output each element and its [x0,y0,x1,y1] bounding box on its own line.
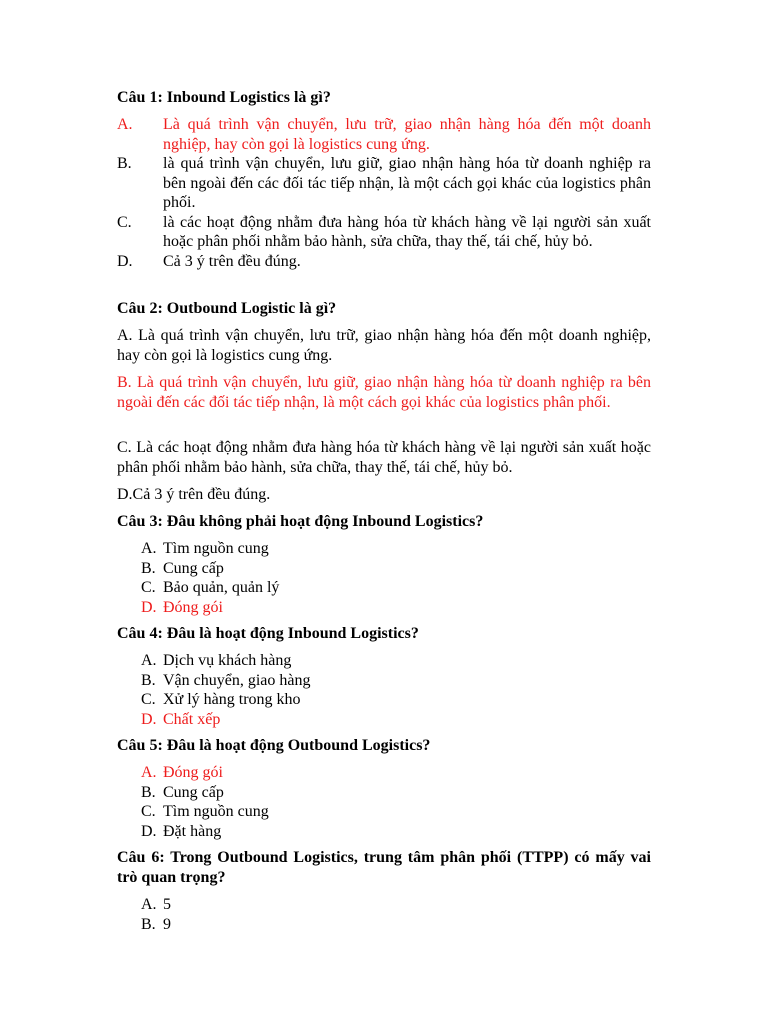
option-letter: C. [141,691,156,708]
option-letter: A. [117,116,133,133]
option-text: Là quá trình vận chuyển, lưu trữ, giao nhận hàng hóa đến một doanh nghiệp, hay còn gọi là logistics cung ứng. [163,116,651,153]
option-text: Đóng gói [163,764,223,781]
option-text: là quá trình vận chuyển, lưu giữ, giao nhận hàng hóa từ doanh nghiệp ra bên ngoài đến các đối tác tiếp nhận, là một cách gọi khác của logistics phân phối. [163,155,651,211]
option-text: Tìm nguồn cung [163,803,269,820]
option-letter: D. [141,822,157,840]
q4-option-c [117,690,651,710]
option-text: Dịch vụ khách hàng [163,652,292,669]
option-text: Đóng gói [163,598,223,616]
option-letter: B. [141,671,156,689]
q4-option-a [117,651,651,671]
option-letter: D. [141,598,157,616]
q3-option-d [117,598,651,618]
q2-option-a: A. Là quá trình vận chuyển, lưu trữ, giao nhận hàng hóa đến một doanh nghiệp, hay còn gọi là logistics cung ứng. [117,327,651,364]
option-text: Cả 3 ý trên đều đúng. [163,252,301,270]
option-text: Cung cấp [163,783,224,801]
question-3-options [117,539,651,617]
question-3: Câu 3: Đâu không phải hoạt động Inbound Logistics? [117,513,484,530]
q2-option-d: D.Cả 3 ý trên đều đúng. [117,486,271,503]
q6-option-a [117,895,651,915]
question-4-options [117,651,651,729]
option-letter: B. [117,155,132,172]
option-text: Bảo quản, quản lý [163,579,280,596]
option-letter: B. [141,915,156,933]
option-text: Vận chuyển, giao hàng [163,671,311,689]
option-letter: B. [141,559,156,577]
q3-option-b [117,559,651,579]
option-text: Cung cấp [163,559,224,577]
option-text: Tìm nguồn cung [163,540,269,557]
q6-option-b [117,915,651,935]
question-1-options [117,115,651,271]
q2-option-c: C. Là các hoạt động nhằm đưa hàng hóa từ khách hàng về lại người sản xuất hoặc phân phối nhằm bảo hành, sửa chữa, thay thế, tái chế, hủy bỏ. [117,439,651,476]
q5-option-d [117,822,651,842]
option-letter: C. [141,579,156,596]
option-letter: D. [141,710,157,728]
option-text: 9 [163,915,171,933]
question-5: Câu 5: Đâu là hoạt động Outbound Logistics? [117,737,431,754]
question-6-options [117,895,651,934]
option-text: 5 [163,896,171,913]
option-letter: D. [117,252,133,270]
q1-option-a [117,115,651,154]
option-text: Đặt hàng [163,822,222,840]
q3-option-c [117,578,651,598]
option-letter: A. [141,540,157,557]
question-4: Câu 4: Đâu là hoạt động Inbound Logistics? [117,625,419,642]
q2-option-b: B. Là quá trình vận chuyển, lưu giữ, giao nhận hàng hóa từ doanh nghiệp ra bên ngoài đến các đối tác tiếp nhận, là một cách gọi khác của logistics phân phối. [117,374,651,411]
q1-option-b [117,154,651,213]
question-5-options [117,763,651,841]
option-text: là các hoạt động nhằm đưa hàng hóa từ khách hàng về lại người sản xuất hoặc phân phối nhằm bảo hành, sửa chữa, thay thế, tái chế, hủy bỏ. [163,213,651,250]
q3-option-a [117,539,651,559]
q4-option-b [117,671,651,691]
question-1: Câu 1: Inbound Logistics là gì? [117,89,331,106]
question-6: Câu 6: Trong Outbound Logistics, trung tâm phân phối (TTPP) có mấy vai trò quan trọng? [117,849,651,886]
option-letter: C. [141,803,156,820]
q5-option-a [117,763,651,783]
option-text: Chất xếp [163,710,221,728]
option-letter: A. [141,652,157,669]
option-text: Xử lý hàng trong kho [163,691,301,708]
q5-option-c [117,802,651,822]
option-letter: A. [141,896,157,913]
option-letter: B. [141,783,156,801]
q1-option-c [117,213,651,252]
q5-option-b [117,783,651,803]
option-letter: C. [117,213,132,231]
q4-option-d [117,710,651,730]
q1-option-d [117,252,651,272]
question-2: Câu 2: Outbound Logistic là gì? [117,300,337,317]
option-letter: A. [141,764,157,781]
